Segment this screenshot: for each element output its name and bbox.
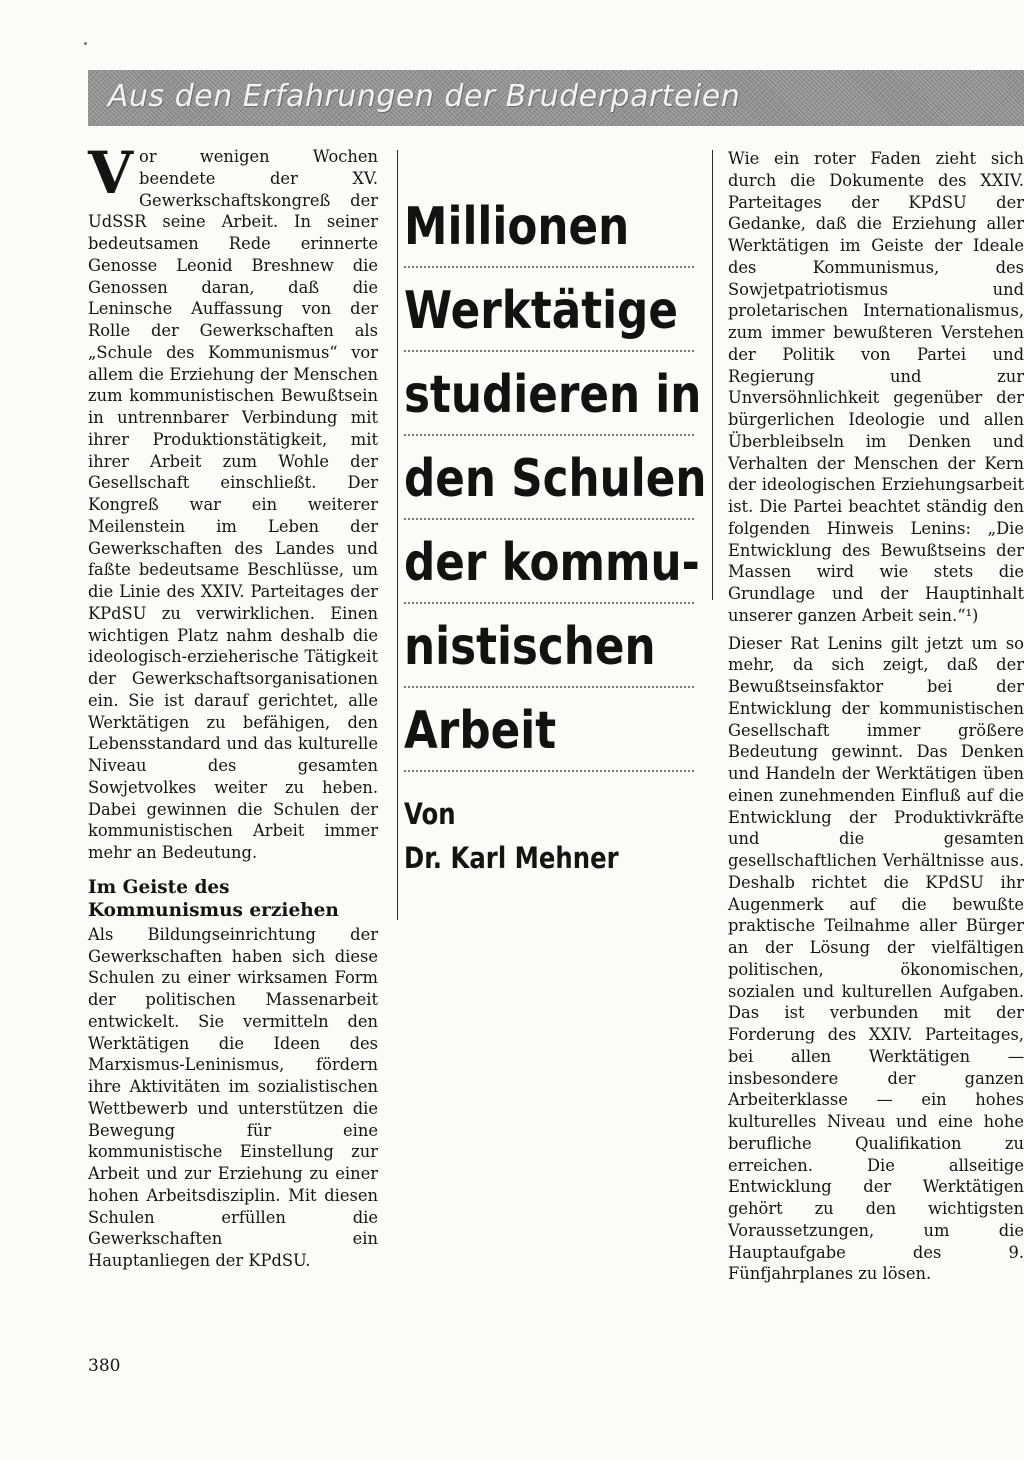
right-paragraph-2: Dieser Rat Lenins gilt jetzt um so mehr, da sich zeigt, daß der Bewußtseinsfaktor bei der Entwicklung der kommunistischen Gesellschaft immer größere Bedeutung gewinnt. Das Denken und Handeln der Werktätigen üben einen zunehmenden Einfluß auf die Entwicklung der Produktivkräfte und die gesamten gesellschaftlichen Verhältnisse aus. Deshalb richtet die KPdSU ihr Augenmerk auf die bewußte praktische Teilnahme aller Bürger an der Lösung der vielfältigen politischen, ökonomischen, sozialen und kulturellen Aufgaben. Das ist verbunden mit der Forderung des XXIV. Parteitages, bei allen Werktätigen — insbesondere der ganzen Arbeiterklasse — ein hohes kulturelles Niveau und eine hohe berufliche Qualifikation zu erreichen. Die allseitige Entwicklung der Werktätigen gehört zu den wichtigsten Voraussetzungen, um die Hauptaufgabe des 9. Fünfjahrplanes zu lösen. bbox=[728, 633, 1024, 1284]
dotted-rule bbox=[404, 266, 694, 268]
page-number: 380 bbox=[88, 1356, 121, 1376]
intro-paragraph bbox=[88, 139, 378, 864]
byline-prefix: Von bbox=[404, 797, 456, 831]
title-line: der kommu- bbox=[404, 533, 700, 593]
drop-cap: V bbox=[88, 139, 134, 207]
title-line: studieren in bbox=[404, 365, 702, 425]
article-title-block bbox=[404, 196, 707, 880]
dotted-rule bbox=[404, 686, 694, 688]
banner-title: Aus den Erfahrungen der Bruderparteien bbox=[108, 79, 741, 114]
byline bbox=[404, 792, 653, 880]
print-speck bbox=[84, 42, 87, 45]
dotted-rule bbox=[404, 518, 694, 520]
dotted-rule bbox=[404, 434, 694, 436]
right-column bbox=[728, 148, 1024, 1285]
title-line: den Schulen bbox=[404, 449, 707, 509]
author-name: Dr. Karl Mehner bbox=[404, 841, 619, 875]
right-paragraph-1: Wie ein roter Faden zieht sich durch die Dokumente des XXIV. Parteitages der KPdSU der Gedanke, daß die Erziehung aller Werktätigen im Geiste der Ideale des Kommunismus, des Sowjetpatriotismus und proletarischen Internationalismus, zum immer bewußteren Verstehen der Politik von Partei und Regierung und zur Unversöhnlichkeit gegenüber der bürgerlichen Ideologie und allen Überbleibseln im Denken und Verhalten der Menschen der Kern der ideologischen Erziehungsarbeit ist. Die Partei beachtet ständig den folgenden Hinweis Lenins: „Die Entwicklung des Bewußtseins der Massen wird wie stets die Grundlage und der Hauptinhalt unserer ganzen Arbeit sein.“¹) bbox=[728, 149, 1024, 625]
section-paragraph: Als Bildungseinrichtung der Gewerkschaften haben sich diese Schulen zu einer wirksamen Form der politischen Massenarbeit entwickelt. Sie vermitteln den Werktätigen die Ideen des Marxismus-Leninismus, fördern ihre Aktivitäten im sozialistischen Wettbewerb und unterstützen die Bewegung für eine kommunistische Einstellung zur Arbeit und zur Erziehung zu einer hohen Arbeitsdisziplin. Mit diesen Schulen erfüllen die Gewerkschaften ein Hauptanliegen der KPdSU. bbox=[88, 924, 378, 1270]
section-banner bbox=[88, 70, 1024, 126]
intro-text: or wenigen Wochen beendete der XV. Gewerkschaftskongreß der UdSSR seine Arbeit. In seiner bedeutsamen Rede erinnerte Genosse Leonid Breshnew die Genossen daran, daß die Leninsche Auffassung von der Rolle der Gewerkschaften als „Schule des Kommunismus“ vor allem die Erziehung der Menschen zum kommunistischen Bewußtsein in untrennbarer Verbindung mit ihrer Produktionstätigkeit, mit ihrer Arbeit zum Wohle der Gesellschaft einschließt. Der Kongreß war ein weiterer Meilenstein im Leben der Gewerkschaften des Landes und faßte bedeutsame Beschlüsse, um die Linie des XXIV. Parteitages der KPdSU zu verwirklichen. Einen wichtigen Platz nahm deshalb die ideologisch-erzieherische Tätigkeit der Gewerkschaftsorganisationen ein. Sie ist darauf gerichtet, alle Werktätigen zu befähigen, den Lebensstandard und das kulturelle Niveau des gesamten Sowjetvolkes weiter zu heben. Dabei gewinnen die Schulen der kommunistischen Arbeit immer mehr an Bedeutung. bbox=[88, 147, 378, 862]
subheading: Im Geiste des Kommunismus erziehen bbox=[88, 876, 339, 921]
left-column bbox=[88, 139, 378, 1272]
title-line: Millionen bbox=[404, 197, 630, 257]
title-line: nistischen bbox=[404, 617, 656, 677]
title-line: Arbeit bbox=[404, 701, 557, 761]
title-line: Werktätige bbox=[404, 281, 678, 341]
dotted-rule bbox=[404, 350, 694, 352]
column-divider-left bbox=[397, 150, 398, 920]
dotted-rule bbox=[404, 602, 694, 604]
column-divider-right bbox=[712, 150, 713, 600]
dotted-rule bbox=[404, 770, 694, 772]
